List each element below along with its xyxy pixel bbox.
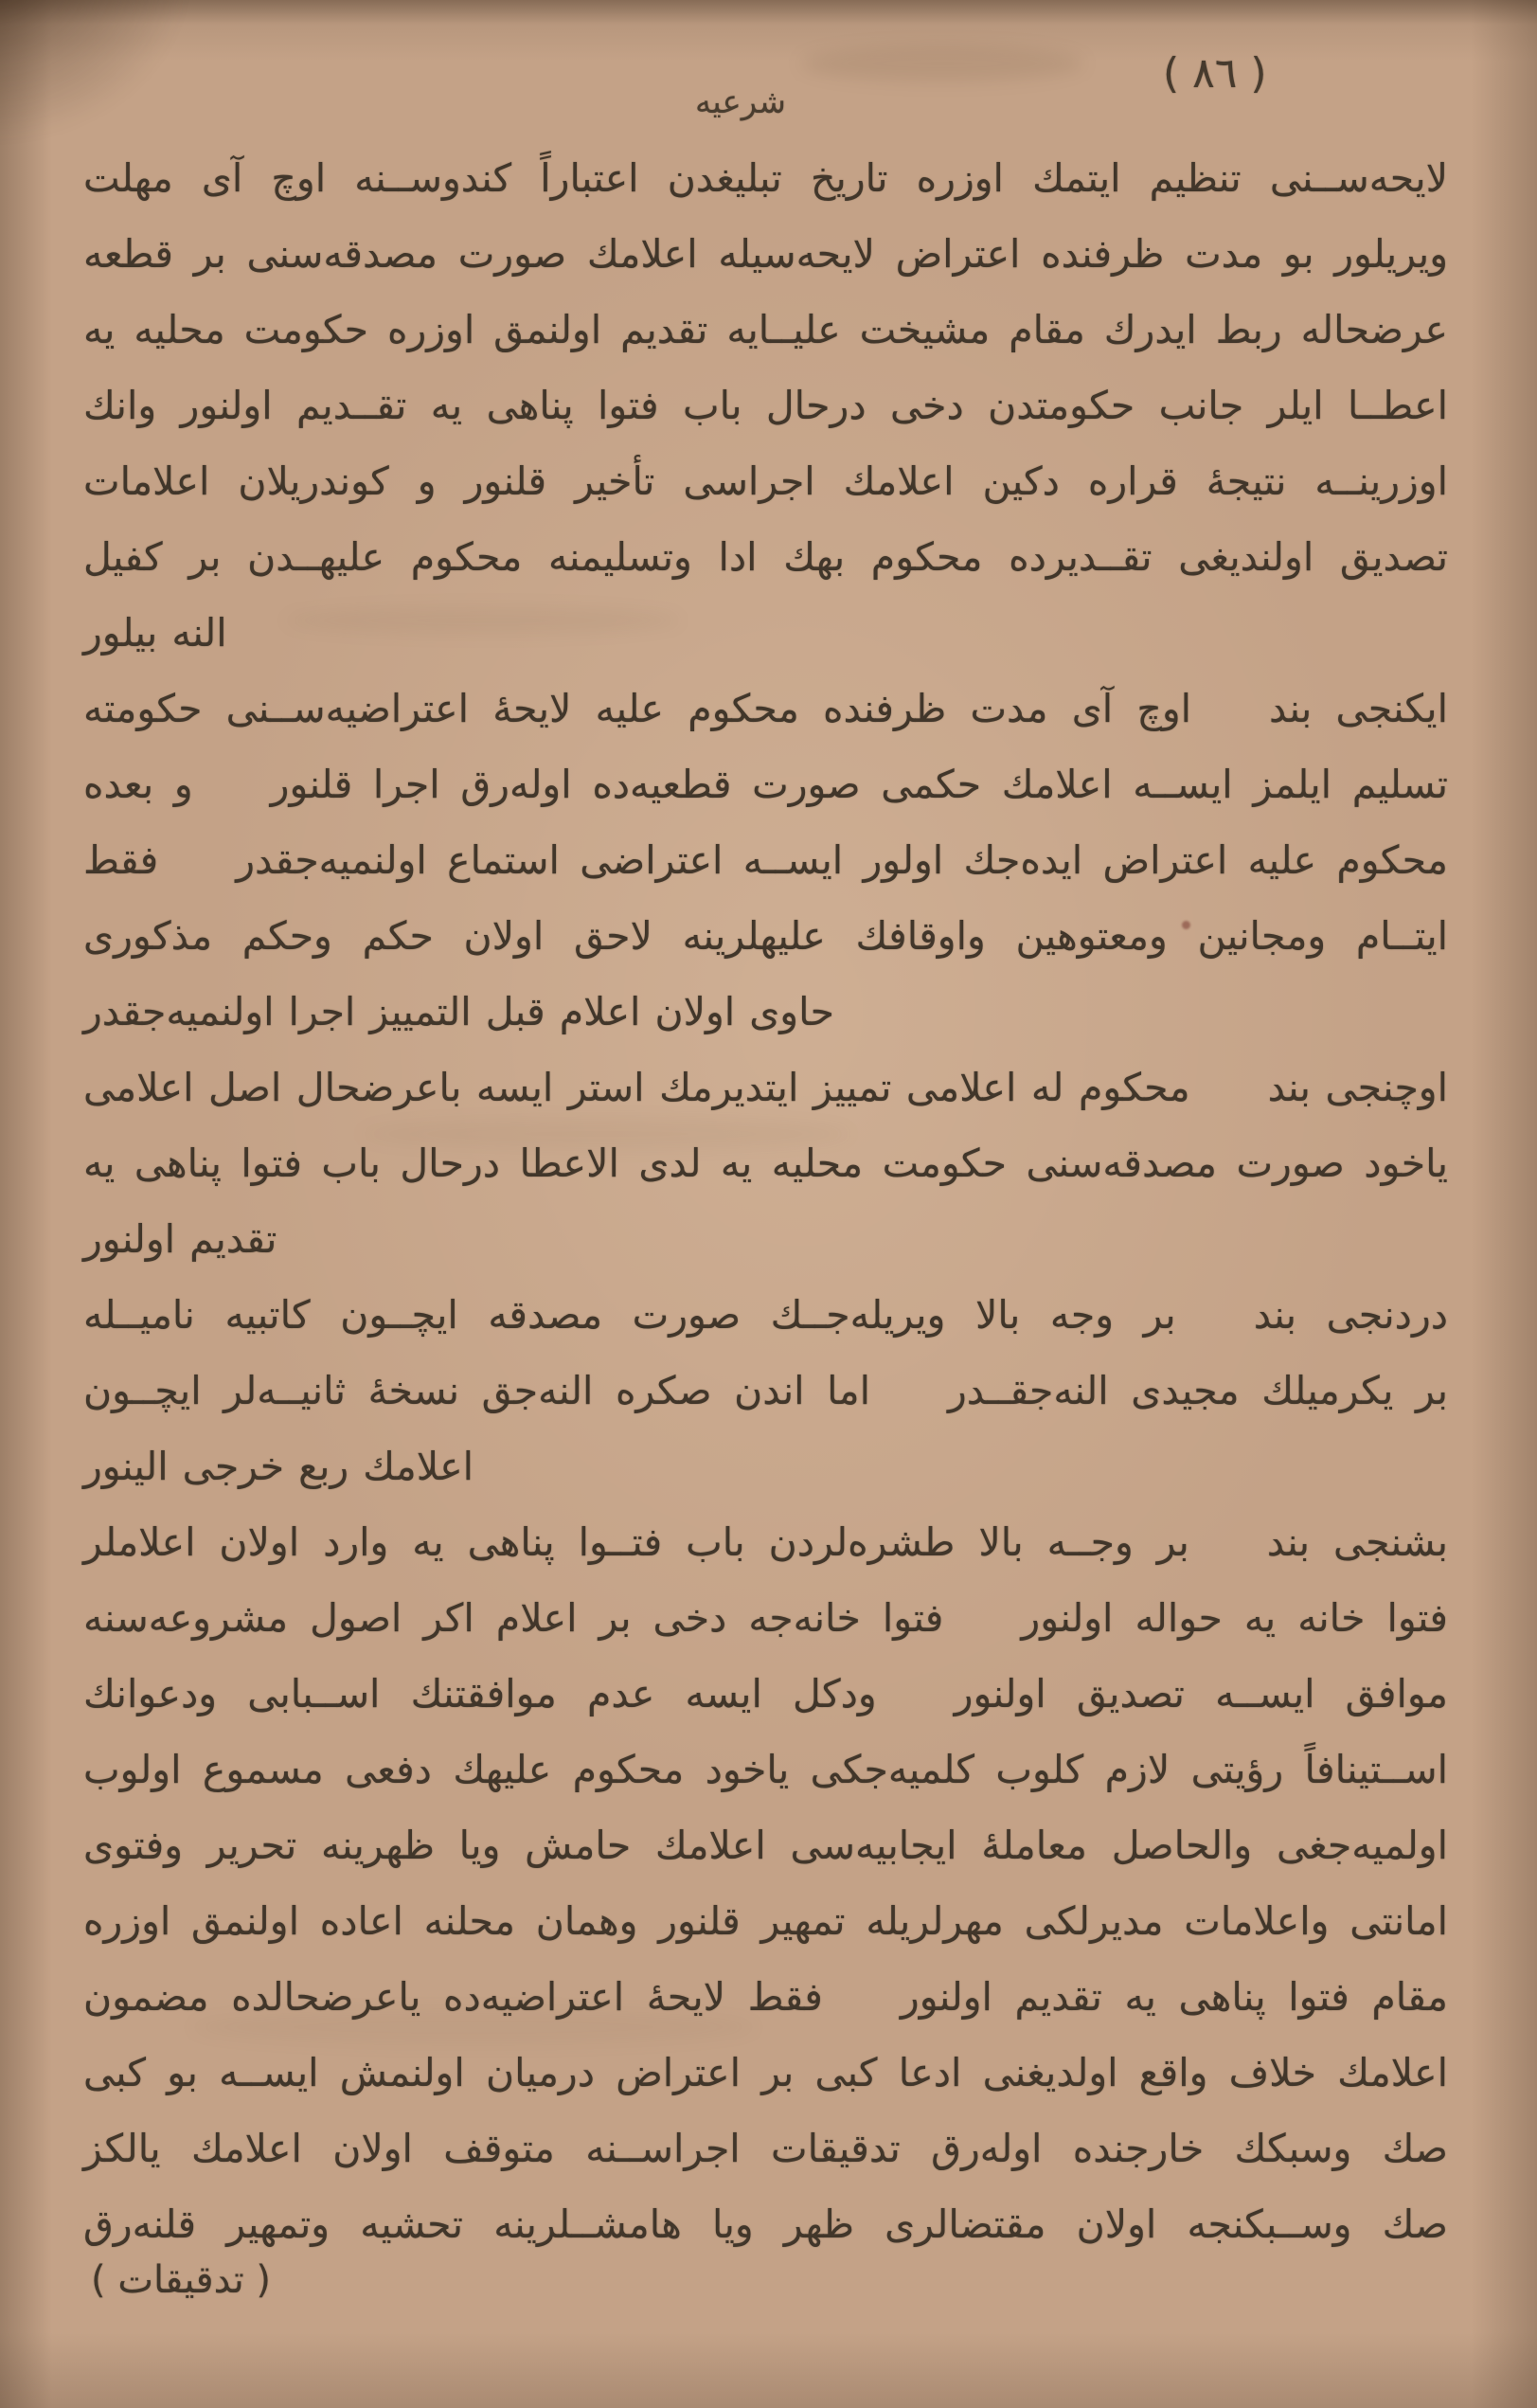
text-line: عرضحاله ربط ايدرك مقام مشيخت عليــايه تقديم اولنمق اوزره حكومت محليه يه bbox=[83, 307, 1448, 352]
page-header bbox=[0, 49, 1537, 135]
catchword: ( تدقيقات ) bbox=[91, 2258, 272, 2302]
text-line: لايحه‌ســنى تنظيم ايتمك اوزره تاريخ تبليغدن اعتباراً كندوســنه اوچ آى مهلت bbox=[83, 155, 1448, 201]
text-line: صك وسبكك خارجنده اوله‌رق تدقيقات اجراســنه متوقف اولان اعلامك يالكز bbox=[83, 2126, 1448, 2171]
paragraph bbox=[83, 140, 1448, 671]
text-line: صك وســبكنجه اولان مقتضالرى ظهر ويا هامشــلرينه تحشيه وتمهير قلنه‌رق bbox=[83, 2201, 1448, 2247]
page-title: شرعيه bbox=[694, 83, 787, 121]
page-number: ( ٨٦ ) bbox=[1163, 49, 1267, 98]
text-line: ياخود صورت مصدقه‌سنى حكومت محليه يه لدى الاعطا درحال باب فتوا پناهى يه bbox=[83, 1141, 1448, 1186]
text-line: اوزرينــه نتيجهٔ قراره دكين اعلامك اجراسى تأخير قلنور و كوندريلان اعلامات bbox=[83, 458, 1448, 504]
paragraph bbox=[83, 1504, 1448, 2262]
text-line: تسليم ايلمز ايســه اعلامك حكمى صورت قطعيه‌ده اوله‌رق اجرا قلنور و بعده bbox=[83, 762, 1448, 807]
text-line: ايكنجى بند اوچ آى مدت ظرفنده محكوم عليه لايحهٔ اعتراضيه‌ســنى حكومته bbox=[83, 686, 1448, 731]
paragraph bbox=[83, 671, 1448, 1050]
text-line: تصديق اولنديغى تقــديرده محكوم بهك ادا وتسليمنه محكوم عليهــدن بر كفيل bbox=[83, 534, 1448, 580]
paragraph bbox=[83, 1050, 1448, 1277]
text-line: ويريلور بو مدت ظرفنده اعتراض لايحه‌سيله اعلامك صورت مصدقه‌سنى بر قطعه bbox=[83, 231, 1448, 277]
text-line: النه بيلور bbox=[83, 610, 227, 656]
text-line: امانتى واعلامات مديرلكى مهرلريله تمهير قلنور وهمان محلنه اعاده اولنمق اوزره bbox=[83, 1898, 1448, 1944]
text-line: اولميه‌جغى والحاصل معاملهٔ ايجابيه‌سى اعلامك حامش ويا ظهرينه تحرير وفتوى bbox=[83, 1823, 1448, 1868]
text-line: اعلامك خلاف واقع اولديغنى ادعا كبى بر اعتراض درميان اولنمش ايســه بو كبى bbox=[83, 2050, 1448, 2095]
text-line: بر يكرميلك مجيدى النه‌جقــدر اما اندن صكره النه‌جق نسخهٔ ثانيــه‌لر ايچــون bbox=[83, 1368, 1448, 1413]
text-line: محكوم عليه اعتراض ايده‌جك اولور ايســه اعتراضى استماع اولنميه‌جقدر فقط bbox=[83, 837, 1448, 883]
text-line: حاوى اولان اعلام قبل التمييز اجرا اولنميه‌جقدر bbox=[83, 989, 834, 1034]
text-line: تقديم اولنور bbox=[83, 1216, 277, 1262]
text-line: ايتــام ومجانين ومعتوهين واوقافك عليهلرينه لاحق اولان حكم وحكم مذكورى bbox=[83, 913, 1448, 959]
paragraph bbox=[83, 1277, 1448, 1504]
text-line: اعطــا ايلر جانب حكومتدن دخى درحال باب فتوا پناهى يه تقــديم اولنور وانك bbox=[83, 383, 1448, 428]
text-line: موافق ايســه تصديق اولنور ودكل ايسه عدم موافقتنك اســبابى ودعوانك bbox=[83, 1671, 1448, 1716]
text-line: مقام فتوا پناهى يه تقديم اولنور فقط لايحهٔ اعتراضيه‌ده ياعرضحالده مضمون bbox=[83, 1974, 1448, 2020]
text-line: دردنجى بند بر وجه بالا ويريله‌جــك صورت مصدقه ايچــون كاتبيه ناميــله bbox=[83, 1292, 1448, 1338]
text-block bbox=[83, 140, 1448, 2262]
text-line: بشنجى بند بر وجــه بالا طشره‌لردن باب فتــوا پناهى يه وارد اولان اعلاملر bbox=[83, 1519, 1448, 1565]
text-line: اعلامك ربع خرجى الينور bbox=[83, 1444, 474, 1489]
text-line: فتوا خانه يه حواله اولنور فتوا خانه‌جه دخى بر اعلام اكر اصول مشروعه‌سنه bbox=[83, 1595, 1448, 1641]
text-line: اســتينافاً رؤيتى لازم كلوب كلميه‌جكى ياخود محكوم عليهك دفعى مسموع اولوب bbox=[83, 1747, 1448, 1792]
text-line: اوچنجى بند محكوم له اعلامى تمييز ايتديرمك استر ايسه باعرضحال اصل اعلامى bbox=[83, 1065, 1448, 1110]
